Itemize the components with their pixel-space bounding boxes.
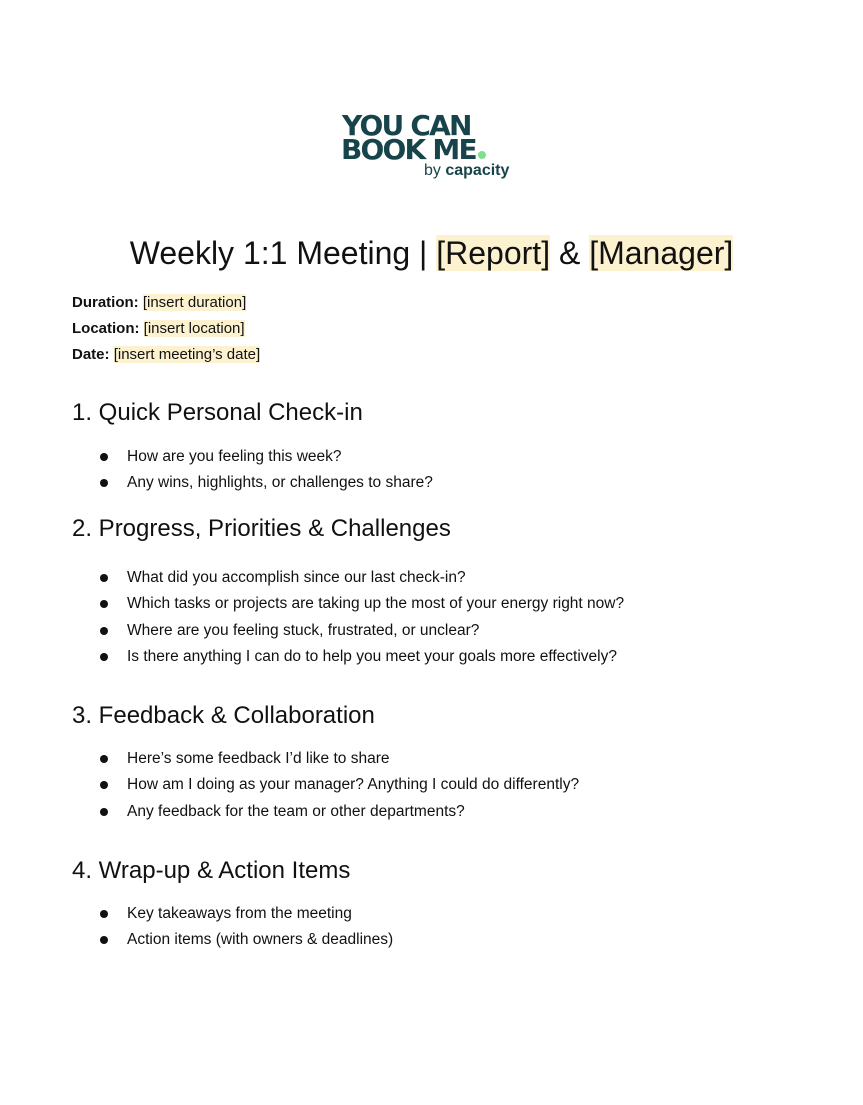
logo-line-book-me: [341, 133, 486, 166]
page-title: [0, 232, 863, 274]
location-row: [72, 316, 260, 342]
section-1-heading: 1. Quick Personal Check-in: [72, 399, 363, 426]
list-item: Action items (with owners & deadlines): [100, 927, 393, 953]
logo-company-text: capacity: [445, 162, 510, 179]
list-item: Any feedback for the team or other departments?: [100, 799, 579, 825]
title-ampersand: &: [550, 235, 590, 271]
list-item: Which tasks or projects are taking up the most of your energy right now?: [100, 591, 624, 617]
section-2-list: [100, 565, 624, 670]
date-label: Date:: [72, 346, 110, 363]
title-report-placeholder: [Report]: [436, 235, 551, 271]
list-item: How are you feeling this week?: [100, 444, 433, 470]
section-4-heading: 4. Wrap-up & Action Items: [72, 857, 351, 884]
logo-by-capacity: [424, 162, 509, 180]
list-item: How am I doing as your manager? Anything I could do differently?: [100, 772, 579, 798]
list-item: Here’s some feedback I’d like to share: [100, 746, 579, 772]
meeting-details: [72, 290, 260, 368]
date-value: [insert meeting’s date]: [113, 346, 261, 363]
list-item: What did you accomplish since our last check-in?: [100, 565, 624, 591]
location-value: [insert location]: [143, 320, 245, 337]
date-row: [72, 342, 260, 368]
title-prefix: Weekly 1:1 Meeting |: [129, 235, 437, 271]
list-item: Key takeaways from the meeting: [100, 901, 393, 927]
section-3-list: [100, 746, 579, 825]
duration-row: [72, 290, 260, 316]
logo-by-text: by: [424, 162, 441, 179]
list-item: Where are you feeling stuck, frustrated, or unclear?: [100, 618, 624, 644]
company-logo: [340, 110, 540, 190]
section-4-list: [100, 901, 393, 954]
logo-line-you-can: YOU CAN: [342, 109, 471, 142]
section-1-list: [100, 444, 433, 497]
location-label: Location:: [72, 320, 140, 337]
section-3-heading: 3. Feedback & Collaboration: [72, 702, 375, 729]
logo-book-me-text: BOOK ME: [341, 133, 476, 166]
duration-value: [insert duration]: [142, 294, 247, 311]
duration-label: Duration:: [72, 294, 139, 311]
section-2-heading: 2. Progress, Priorities & Challenges: [72, 515, 451, 542]
title-manager-placeholder: [Manager]: [589, 235, 734, 271]
logo-dot-icon: [478, 151, 486, 159]
list-item: Any wins, highlights, or challenges to share?: [100, 470, 433, 496]
list-item: Is there anything I can do to help you meet your goals more effectively?: [100, 644, 624, 670]
